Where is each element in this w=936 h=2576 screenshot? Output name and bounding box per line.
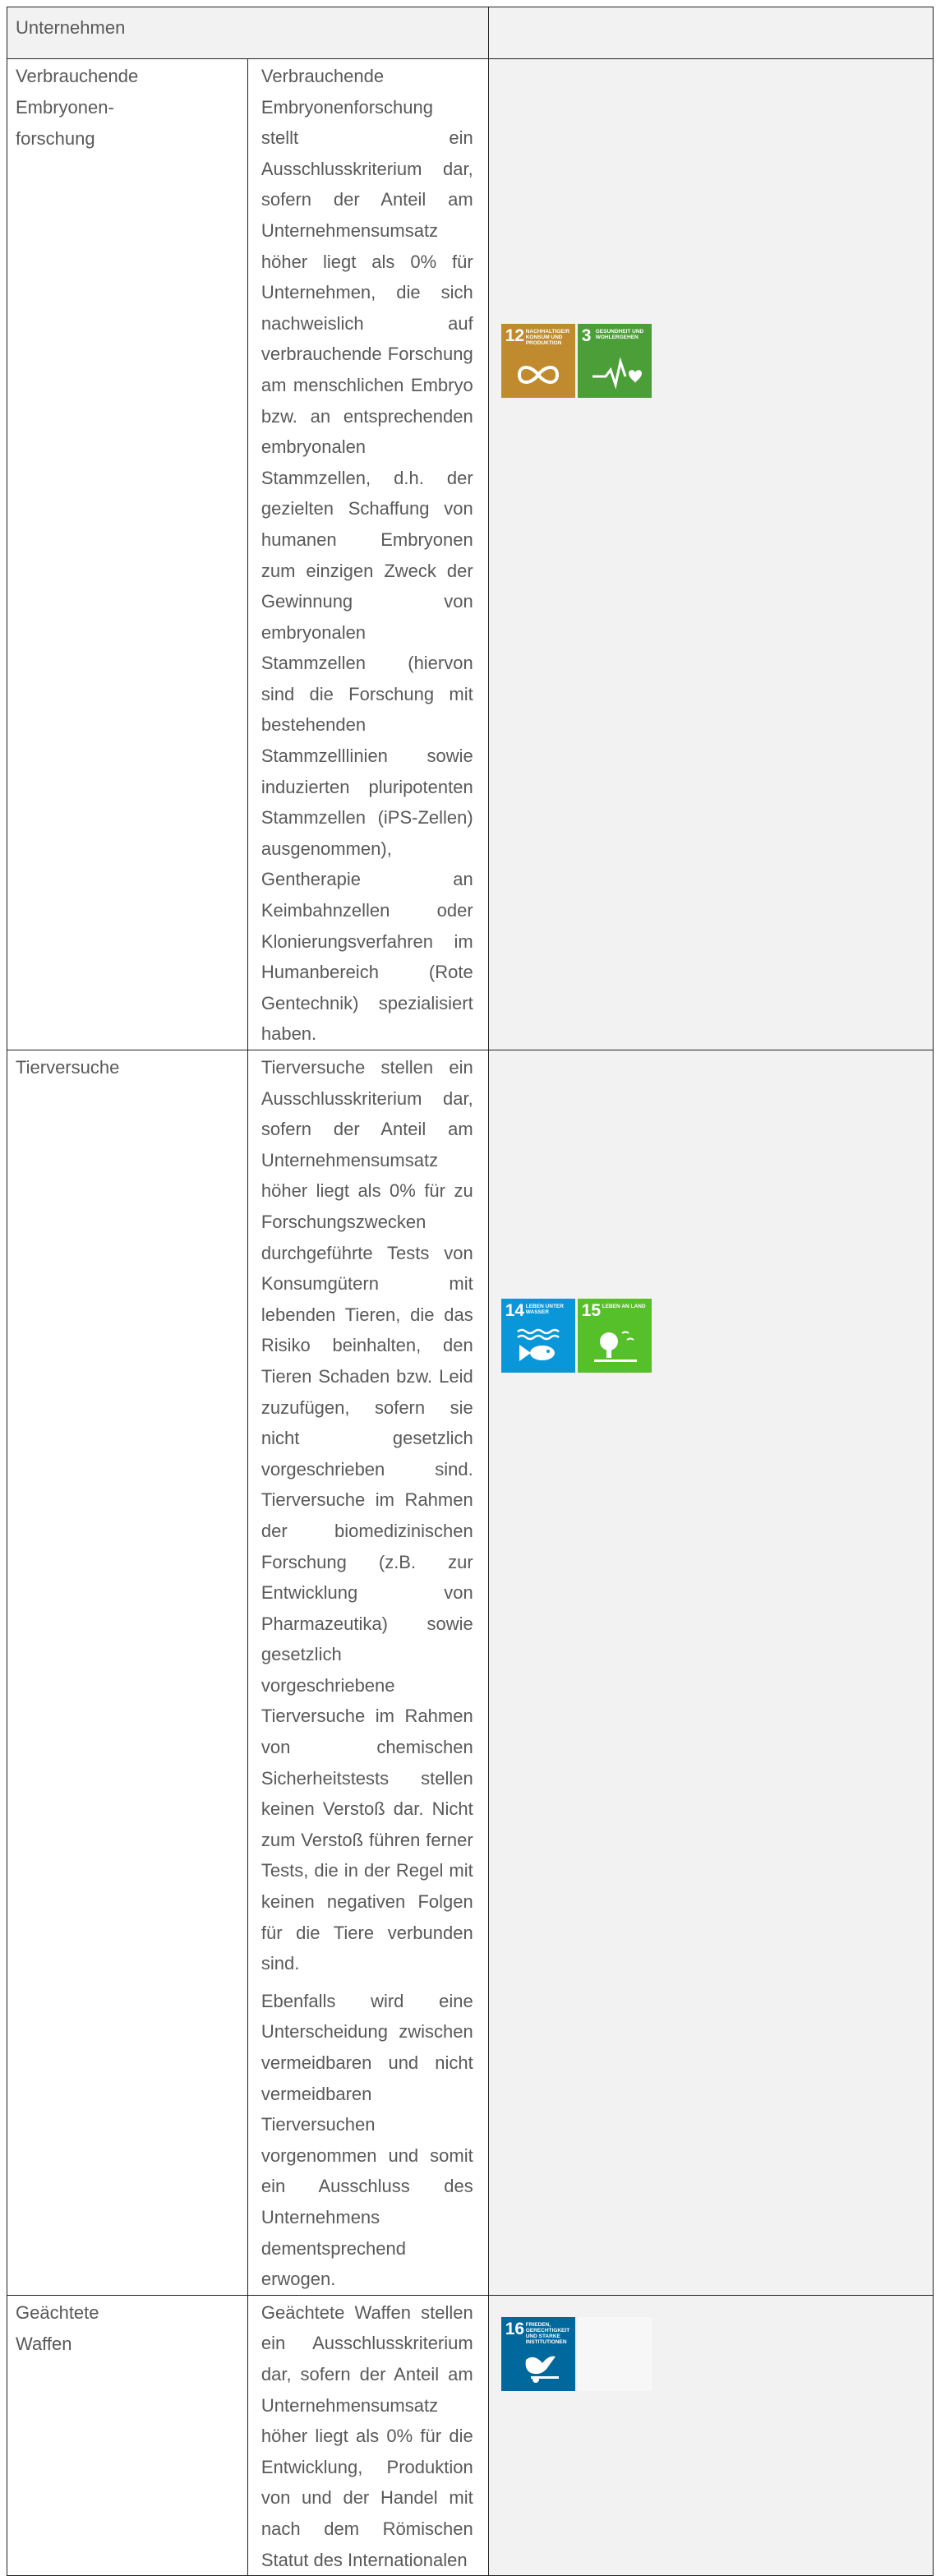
- criterion-name-cell: [7, 2295, 248, 2575]
- heartbeat-icon: [578, 324, 652, 398]
- exclusion-criteria-table: [7, 7, 934, 2576]
- table-row: [7, 1050, 934, 2296]
- sdg-tiles: [501, 324, 652, 398]
- infinity-icon: [501, 324, 575, 398]
- dove-icon: [501, 2317, 575, 2391]
- tree-icon: [578, 1299, 652, 1373]
- sdg-cell: [488, 1050, 933, 2296]
- sdg-3-tile: 3 GESUNDHEIT UND WOHLERGEHEN: [578, 324, 652, 398]
- criterion-name: Verbrauchende Embryonen- forschung: [16, 66, 139, 149]
- sdg-15-tile: 15 LEBEN AN LAND: [578, 1299, 652, 1373]
- criterion-name: Geächtete Waffen: [16, 2301, 99, 2354]
- criterion-description: Geächtete Waffen stellen ein Ausschlusskriterium dar, sofern der Anteil am Unternehmensumsatz höher liegt als 0% für die Entwicklung, Produktion von und der Handel mit nach dem Römischen Statut des Internationalen: [261, 2301, 473, 2570]
- criterion-description-cell: [247, 1050, 488, 2296]
- sdg-cell: [488, 59, 933, 1050]
- sdg-14-tile: 14 LEBEN UNTER WASSER: [501, 1299, 575, 1373]
- criterion-description: Tierversuche stellen ein Ausschlusskriterium dar, sofern der Anteil am Unternehmensumsatz höher liegt als 0% für zu Forschungszwecken durchgeführte Tests von Konsumgütern mit lebenden Tieren, die das Risiko beinhalten, den Tieren Schaden bzw. Leid zuzufügen, sofern sie nicht gesetzlich vorgeschrieben sind. Tierversuche im Rahmen der biomedizinischen Forschung (z.B. zur Entwicklung von Pharmazeutika) sowie gesetzlich vorgeschriebene Tierversuche im Rahmen von chemischen Sicherheitstests stellen keinen Verstoß dar. Nicht zum Verstoß führen ferner Tests, die in der Regel mit keinen negativen Folgen für die Tiere verbunden sind.: [261, 1057, 473, 1974]
- criterion-name: Tierversuche: [16, 1057, 120, 1078]
- table-header-row: [7, 7, 934, 59]
- header-title: Unternehmen: [16, 17, 126, 38]
- criterion-description-cell: [247, 59, 488, 1050]
- header-cell: [7, 7, 489, 59]
- criterion-description: Verbrauchende Embryonenforschung stellt ein Ausschlusskriterium dar, sofern der Anteil am Unternehmensumsatz höher liegt als 0% für Unternehmen, die sich nachweislich auf verbrauchende Forschung am menschlichen Embryo bzw. an entsprechenden embryonalen Stammzellen, d.h. der gezielten Schaffung von humanen Embryonen zum einzigen Zweck der Gewinnung von embryonalen Stammzellen (hiervon sind die Forschung mit bestehenden Stammzelllinien sowie induzierten pluripotenten Stammzellen (iPS-Zellen) ausgenommen), Gentherapie an Keimbahnzellen oder Klonierungsverfahren im Humanbereich (Rote Gentechnik) spezialisiert haben.: [261, 66, 473, 1045]
- table-row: [7, 2295, 934, 2575]
- fish-icon: [501, 1299, 575, 1373]
- sdg-16-tile: 16 FRIEDEN, GERECHTIGKEIT UND STARKE INSTITUTIONEN: [501, 2317, 575, 2391]
- sdg-tiles: [501, 1299, 652, 1373]
- criterion-name-cell: [7, 1050, 248, 2296]
- criterion-name-cell: [7, 59, 248, 1050]
- table-row: [7, 59, 934, 1050]
- sdg-cell: [488, 2295, 933, 2575]
- sdg-12-tile: 12 NACHHALTIGE/R KONSUM UND PRODUKTION: [501, 324, 575, 398]
- faded-tile: [578, 2317, 652, 2391]
- criterion-description-cell: [247, 2295, 488, 2575]
- header-sdg-cell: [488, 7, 933, 59]
- criterion-description: Ebenfalls wird eine Unterscheidung zwischen vermeidbaren und nicht vermeidbaren Tierversuchen vorgenommen und somit ein Ausschluss des Unternehmens dementsprechend erwogen.: [261, 1990, 473, 2290]
- sdg-tiles: [501, 2317, 652, 2391]
